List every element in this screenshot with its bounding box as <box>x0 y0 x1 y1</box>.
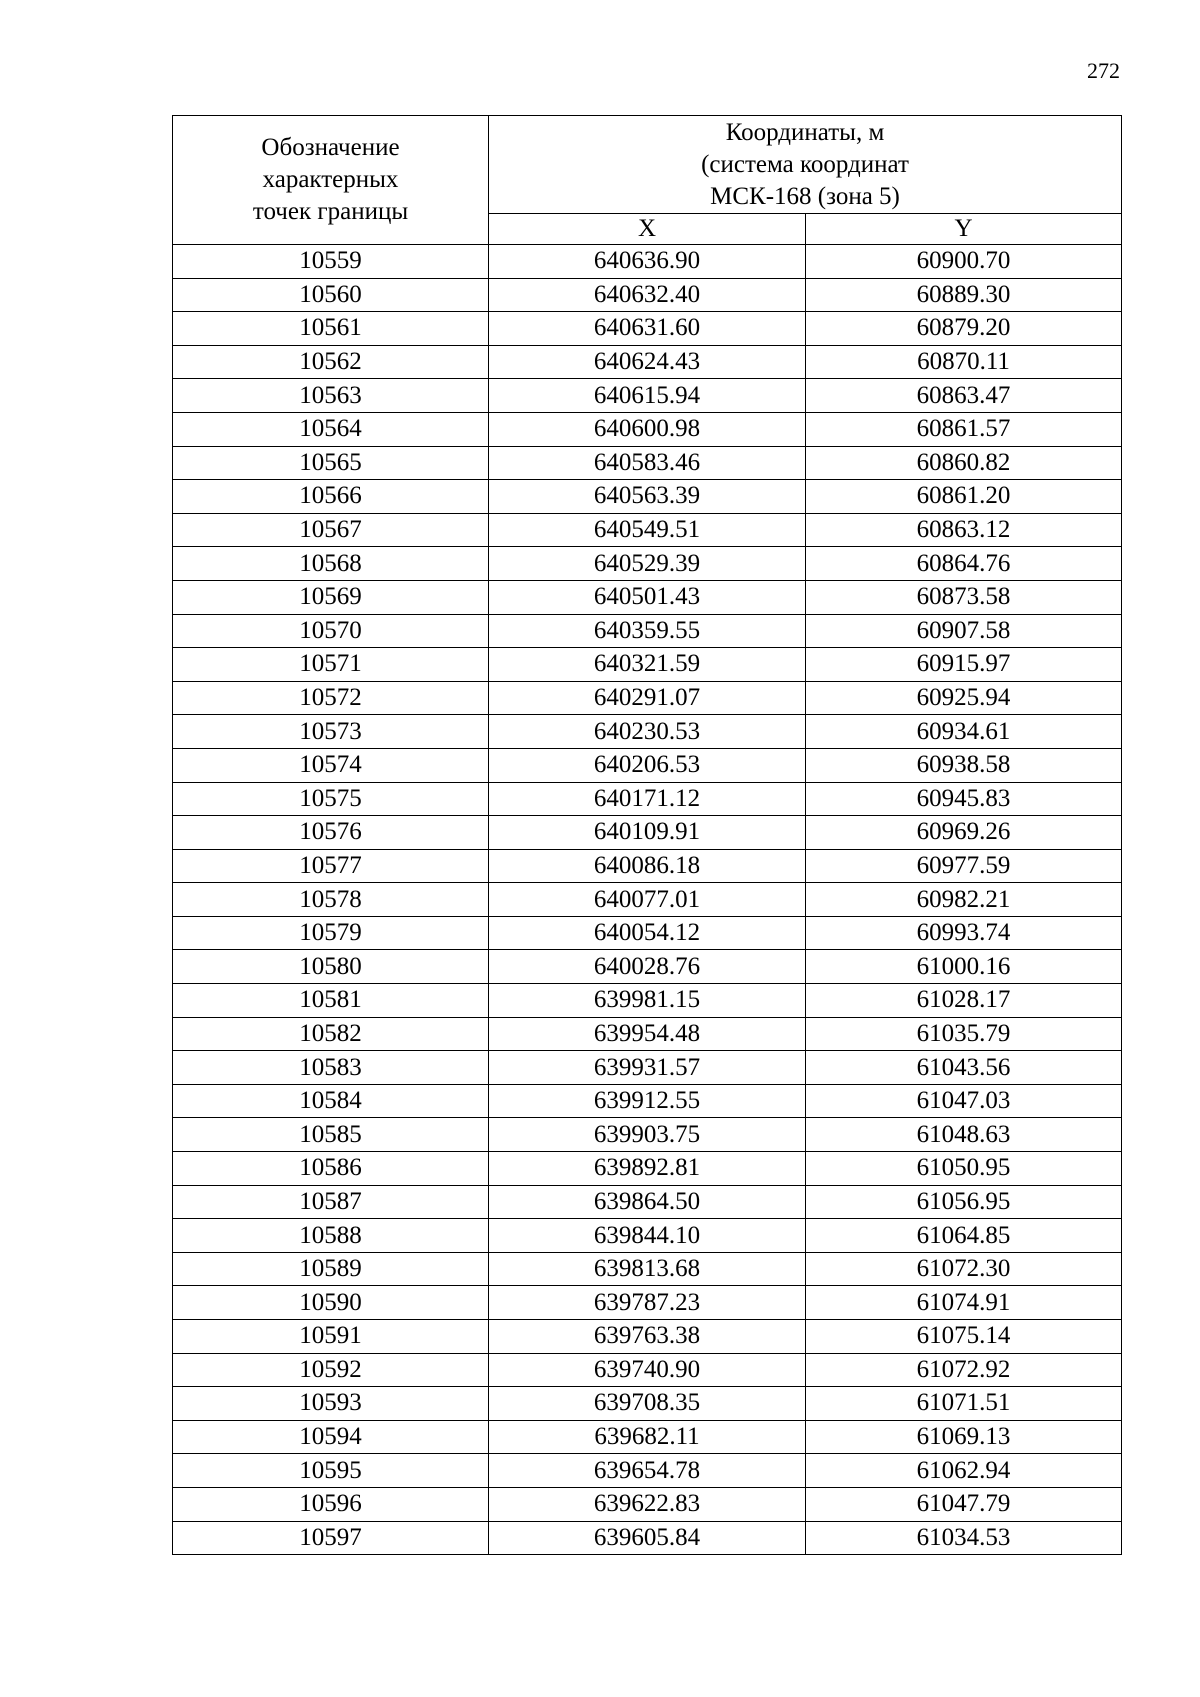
x-cell: 640600.98 <box>489 412 806 446</box>
x-cell: 639931.57 <box>489 1051 806 1085</box>
y-cell: 61035.79 <box>806 1017 1122 1051</box>
y-cell: 60969.26 <box>806 816 1122 850</box>
table-row <box>173 446 1122 480</box>
point-cell: 10559 <box>173 245 489 279</box>
table-row <box>173 245 1122 279</box>
y-cell: 60889.30 <box>806 278 1122 312</box>
table-row <box>173 1387 1122 1421</box>
table-row <box>173 1454 1122 1488</box>
y-cell: 60861.57 <box>806 412 1122 446</box>
table-row <box>173 345 1122 379</box>
table-row <box>173 715 1122 749</box>
point-cell: 10579 <box>173 916 489 950</box>
y-cell: 61028.17 <box>806 984 1122 1018</box>
y-cell: 60934.61 <box>806 715 1122 749</box>
table-row <box>173 513 1122 547</box>
y-cell: 60860.82 <box>806 446 1122 480</box>
table-row <box>173 1353 1122 1387</box>
y-cell: 61000.16 <box>806 950 1122 984</box>
x-cell: 639813.68 <box>489 1252 806 1286</box>
page-number: 272 <box>1087 58 1120 83</box>
point-cell: 10569 <box>173 580 489 614</box>
x-cell: 640230.53 <box>489 715 806 749</box>
point-cell: 10591 <box>173 1320 489 1354</box>
table-row <box>173 1219 1122 1253</box>
table-row <box>173 1152 1122 1186</box>
table-row <box>173 1252 1122 1286</box>
y-cell: 60864.76 <box>806 547 1122 581</box>
header-point-line-2: характерных <box>262 166 399 193</box>
point-cell: 10580 <box>173 950 489 984</box>
y-cell: 60873.58 <box>806 580 1122 614</box>
y-cell: 60907.58 <box>806 614 1122 648</box>
y-cell: 61047.03 <box>806 1084 1122 1118</box>
y-cell: 61050.95 <box>806 1152 1122 1186</box>
table-row <box>173 1521 1122 1555</box>
x-cell: 639787.23 <box>489 1286 806 1320</box>
x-cell: 639892.81 <box>489 1152 806 1186</box>
y-cell: 60861.20 <box>806 480 1122 514</box>
point-cell: 10577 <box>173 849 489 883</box>
point-cell: 10587 <box>173 1185 489 1219</box>
table-row <box>173 1487 1122 1521</box>
x-cell: 639605.84 <box>489 1521 806 1555</box>
y-cell: 60982.21 <box>806 883 1122 917</box>
point-cell: 10581 <box>173 984 489 1018</box>
x-cell: 640077.01 <box>489 883 806 917</box>
x-cell: 640054.12 <box>489 916 806 950</box>
x-cell: 639708.35 <box>489 1387 806 1421</box>
header-coordinates <box>489 116 1122 214</box>
table-row <box>173 849 1122 883</box>
table-header <box>173 116 1122 245</box>
point-cell: 10584 <box>173 1084 489 1118</box>
point-cell: 10574 <box>173 748 489 782</box>
point-cell: 10572 <box>173 681 489 715</box>
y-cell: 61075.14 <box>806 1320 1122 1354</box>
table-row <box>173 480 1122 514</box>
point-cell: 10564 <box>173 412 489 446</box>
y-cell: 61034.53 <box>806 1521 1122 1555</box>
point-cell: 10561 <box>173 312 489 346</box>
x-cell: 640028.76 <box>489 950 806 984</box>
x-cell: 640632.40 <box>489 278 806 312</box>
table-row <box>173 1185 1122 1219</box>
header-coords-line-3: МСК-168 (зона 5) <box>710 182 900 210</box>
point-cell: 10582 <box>173 1017 489 1051</box>
table-row <box>173 1017 1122 1051</box>
x-cell: 640583.46 <box>489 446 806 480</box>
x-cell: 640615.94 <box>489 379 806 413</box>
x-cell: 640321.59 <box>489 648 806 682</box>
table-row <box>173 278 1122 312</box>
y-cell: 60863.12 <box>806 513 1122 547</box>
x-cell: 639622.83 <box>489 1487 806 1521</box>
y-cell: 61069.13 <box>806 1420 1122 1454</box>
point-cell: 10571 <box>173 648 489 682</box>
x-cell: 640291.07 <box>489 681 806 715</box>
point-cell: 10576 <box>173 816 489 850</box>
table-row <box>173 1051 1122 1085</box>
x-cell: 639903.75 <box>489 1118 806 1152</box>
table-row <box>173 1118 1122 1152</box>
point-cell: 10589 <box>173 1252 489 1286</box>
x-cell: 640171.12 <box>489 782 806 816</box>
point-cell: 10566 <box>173 480 489 514</box>
x-cell: 639763.38 <box>489 1320 806 1354</box>
header-coords-line-1: Координаты, м <box>725 118 885 146</box>
table-row <box>173 648 1122 682</box>
table-row <box>173 547 1122 581</box>
point-cell: 10562 <box>173 345 489 379</box>
point-cell: 10570 <box>173 614 489 648</box>
table-row <box>173 1286 1122 1320</box>
point-cell: 10595 <box>173 1454 489 1488</box>
header-x: X <box>489 214 806 245</box>
coordinates-table <box>172 115 1122 1555</box>
table-row <box>173 883 1122 917</box>
x-cell: 640109.91 <box>489 816 806 850</box>
y-cell: 60879.20 <box>806 312 1122 346</box>
x-cell: 640206.53 <box>489 748 806 782</box>
point-cell: 10563 <box>173 379 489 413</box>
table-row <box>173 614 1122 648</box>
y-cell: 60938.58 <box>806 748 1122 782</box>
point-cell: 10583 <box>173 1051 489 1085</box>
y-cell: 61074.91 <box>806 1286 1122 1320</box>
y-cell: 61064.85 <box>806 1219 1122 1253</box>
y-cell: 60900.70 <box>806 245 1122 279</box>
point-cell: 10560 <box>173 278 489 312</box>
point-cell: 10565 <box>173 446 489 480</box>
y-cell: 60945.83 <box>806 782 1122 816</box>
table-row <box>173 312 1122 346</box>
point-cell: 10597 <box>173 1521 489 1555</box>
point-cell: 10596 <box>173 1487 489 1521</box>
point-cell: 10588 <box>173 1219 489 1253</box>
x-cell: 639912.55 <box>489 1084 806 1118</box>
table-row <box>173 916 1122 950</box>
table-row <box>173 580 1122 614</box>
point-cell: 10575 <box>173 782 489 816</box>
table-row <box>173 379 1122 413</box>
table-row <box>173 1420 1122 1454</box>
y-cell: 60925.94 <box>806 681 1122 715</box>
table-row <box>173 1084 1122 1118</box>
x-cell: 640501.43 <box>489 580 806 614</box>
x-cell: 639981.15 <box>489 984 806 1018</box>
table-row <box>173 748 1122 782</box>
x-cell: 639864.50 <box>489 1185 806 1219</box>
point-cell: 10567 <box>173 513 489 547</box>
point-cell: 10586 <box>173 1152 489 1186</box>
table-body <box>173 245 1122 1555</box>
x-cell: 639844.10 <box>489 1219 806 1253</box>
x-cell: 640563.39 <box>489 480 806 514</box>
x-cell: 640624.43 <box>489 345 806 379</box>
y-cell: 61072.30 <box>806 1252 1122 1286</box>
point-cell: 10573 <box>173 715 489 749</box>
y-cell: 61056.95 <box>806 1185 1122 1219</box>
point-cell: 10592 <box>173 1353 489 1387</box>
table-row <box>173 412 1122 446</box>
header-coords-line-2: (система координат <box>701 150 909 178</box>
table-row <box>173 1320 1122 1354</box>
x-cell: 640549.51 <box>489 513 806 547</box>
x-cell: 639740.90 <box>489 1353 806 1387</box>
x-cell: 640086.18 <box>489 849 806 883</box>
point-cell: 10590 <box>173 1286 489 1320</box>
x-cell: 639682.11 <box>489 1420 806 1454</box>
y-cell: 60915.97 <box>806 648 1122 682</box>
y-cell: 60993.74 <box>806 916 1122 950</box>
y-cell: 60870.11 <box>806 345 1122 379</box>
x-cell: 640359.55 <box>489 614 806 648</box>
table-row <box>173 950 1122 984</box>
table-row <box>173 681 1122 715</box>
x-cell: 639654.78 <box>489 1454 806 1488</box>
point-cell: 10568 <box>173 547 489 581</box>
y-cell: 60977.59 <box>806 849 1122 883</box>
header-point-line-1: Обозначение <box>261 134 400 161</box>
table-row <box>173 816 1122 850</box>
y-cell: 61048.63 <box>806 1118 1122 1152</box>
y-cell: 61071.51 <box>806 1387 1122 1421</box>
table-row <box>173 782 1122 816</box>
x-cell: 640529.39 <box>489 547 806 581</box>
point-cell: 10585 <box>173 1118 489 1152</box>
header-point-line-3: точек границы <box>252 198 409 225</box>
point-cell: 10593 <box>173 1387 489 1421</box>
y-cell: 61047.79 <box>806 1487 1122 1521</box>
y-cell: 61072.92 <box>806 1353 1122 1387</box>
x-cell: 640631.60 <box>489 312 806 346</box>
y-cell: 60863.47 <box>806 379 1122 413</box>
x-cell: 639954.48 <box>489 1017 806 1051</box>
x-cell: 640636.90 <box>489 245 806 279</box>
table-row <box>173 984 1122 1018</box>
y-cell: 61043.56 <box>806 1051 1122 1085</box>
header-y: Y <box>806 214 1122 245</box>
point-cell: 10594 <box>173 1420 489 1454</box>
y-cell: 61062.94 <box>806 1454 1122 1488</box>
header-point-designation <box>173 116 489 245</box>
point-cell: 10578 <box>173 883 489 917</box>
